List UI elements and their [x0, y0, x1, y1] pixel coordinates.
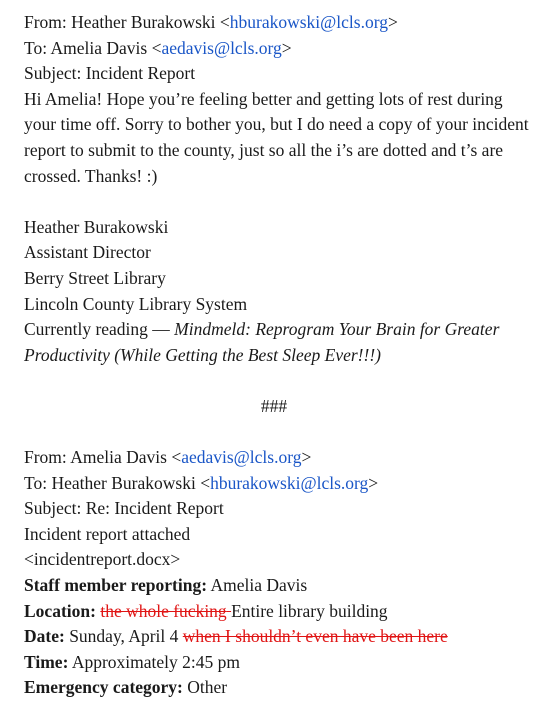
- blank-line: [24, 420, 539, 446]
- signature-reading: [24, 317, 539, 368]
- email-document: [24, 10, 539, 701]
- from-email-link[interactable]: hburakowski@lcls.org: [229, 12, 388, 32]
- to-line: To: Amelia Davis <aedavis@lcls.org>: [24, 37, 292, 58]
- to-line: To: Heather Burakowski <hburakowski@lcls.org>: [24, 472, 379, 493]
- reading-prefix: Currently reading —: [24, 319, 175, 340]
- email-message-1: [24, 10, 539, 368]
- blank-line: [24, 368, 539, 394]
- subject-label: Subject:: [24, 63, 82, 84]
- location-label: Location:: [24, 600, 96, 621]
- incident-report-fields: [24, 573, 539, 701]
- staff-field: [24, 573, 539, 599]
- from-email-link[interactable]: aedavis@lcls.org: [181, 447, 302, 468]
- to-label: To:: [24, 472, 48, 493]
- from-name: Heather Burakowski: [71, 12, 216, 32]
- subject-line: [24, 61, 539, 87]
- blank-line: [24, 189, 539, 215]
- from-name: Amelia Davis: [70, 447, 167, 468]
- staff-label: Staff member reporting:: [24, 575, 208, 596]
- subject-text: Re: Incident Report: [85, 498, 224, 519]
- reading-title: Mindmeld: Reprogram Your Brain for Greater Productivity (While Getting the Best Sleep Ever!!!): [24, 319, 500, 365]
- date-field: [24, 624, 539, 650]
- location-field: [24, 599, 539, 625]
- subject-text: Incident Report: [85, 63, 196, 84]
- to-name: Amelia Davis: [50, 37, 148, 58]
- from-line: From: Amelia Davis <aedavis@lcls.org>: [24, 447, 312, 468]
- section-separator: ###: [260, 395, 288, 416]
- subject-line: [24, 496, 539, 522]
- location-struck-text: the whole fucking: [100, 600, 227, 621]
- date-struck-text: when I shouldn’t even have been here: [182, 626, 448, 647]
- location-value: Entire library building: [231, 600, 388, 621]
- email-message-2: [24, 445, 539, 701]
- time-label: Time:: [24, 651, 69, 672]
- subject-label: Subject:: [24, 498, 82, 519]
- to-email-link[interactable]: hburakowski@lcls.org: [210, 472, 369, 493]
- time-field: [24, 650, 539, 676]
- signature-branch: Berry Street Library: [24, 267, 166, 288]
- to-name: Heather Burakowski: [51, 472, 196, 493]
- attachment-link[interactable]: <incidentreport.docx>: [24, 549, 181, 570]
- from-label: From:: [24, 12, 67, 32]
- email-signature: [24, 215, 539, 369]
- date-value: Sunday, April 4: [69, 626, 179, 647]
- category-field: [24, 675, 539, 701]
- from-line: From: Heather Burakowski <hburakowski@lcls.org>: [24, 12, 398, 32]
- email-body: Incident report attached: [24, 523, 191, 544]
- email-body: Hi Amelia! Hope you’re feeling better and getting lots of rest during your time off. Sorry to bother you, but I do need a copy of your incident report to submit to the county, just so all the i’s are dotted and t’s are crossed. Thanks! :): [24, 88, 529, 186]
- to-email-link[interactable]: aedavis@lcls.org: [161, 37, 282, 58]
- signature-system: Lincoln County Library System: [24, 293, 248, 314]
- signature-title: Assistant Director: [24, 242, 151, 263]
- to-label: To:: [24, 37, 48, 58]
- category-value: Other: [187, 677, 228, 698]
- from-label: From:: [24, 447, 67, 468]
- staff-value: Amelia Davis: [210, 575, 308, 596]
- category-label: Emergency category:: [24, 677, 183, 698]
- time-value: Approximately 2:45 pm: [71, 651, 241, 672]
- signature-name: Heather Burakowski: [24, 216, 169, 237]
- date-label: Date:: [24, 626, 65, 647]
